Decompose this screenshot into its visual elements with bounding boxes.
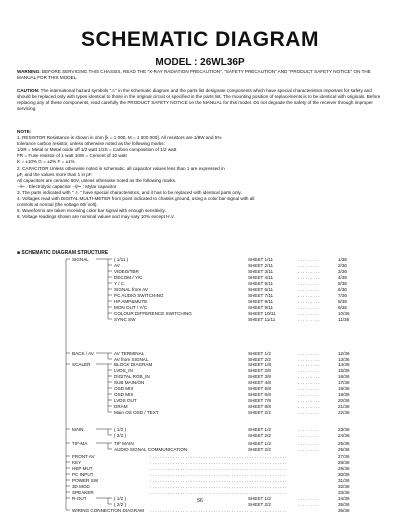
tree-row-page: 28/36 — [338, 459, 350, 465]
leader-dots: . . . . . . . . . — [298, 350, 320, 356]
tree-row-label: LVDS_IN — [114, 367, 133, 373]
leader-dots: . . . . . . . . . . . . . . . . . . . . . . . . . . . . . . . . . . . . . . . . . . . . . . . . . . . . . . — [150, 459, 287, 465]
tree-row-label: AV — [114, 262, 120, 268]
tree-row-page: 32/36 — [338, 483, 350, 489]
tree-row-sheet: SHEET 9/11 — [248, 304, 274, 310]
tree-row-sheet: SHEET 2/2 — [248, 501, 271, 507]
tree-row-sheet: SHEET 11/11 — [248, 316, 276, 322]
leader-dots: . . . . . . . . . — [298, 367, 320, 373]
leader-dots: . . . . . . . . . — [298, 280, 320, 286]
tree-row-label: Y / C — [114, 280, 125, 286]
note-line: K = ±10% G = ±2% F = ±1% — [17, 159, 75, 165]
page-title: SCHEMATIC DIAGRAM — [81, 28, 319, 51]
tree-group-label: SCALER — [72, 361, 91, 367]
tree-row-page: 19/36 — [338, 391, 350, 397]
tree-row-label: SIGNAL from AV — [114, 286, 148, 292]
tree-row-label: OSD MIX — [114, 385, 134, 391]
note-line: 1. RESISTOR Resistance is shown in ohm [k = 1 000, M = 1 000 000]. All resistors are 1/8W and 5% — [17, 135, 222, 141]
tree-row-page: 23/36 — [338, 426, 350, 432]
tree-row-page: 31/36 — [338, 477, 350, 483]
tree-row-sheet: SHEET 8/8 — [248, 403, 271, 409]
leader-dots: . . . . . . . . . . . . . . . . . . . . . . . . . . . . . . . . . . . . . . . . . . . . . . . . . . . . . . — [150, 471, 287, 477]
leader-dots: . . . . . . . . . — [298, 316, 320, 322]
tree-row-label: COLOUR DIFFERENCE SWITCHING — [114, 310, 192, 316]
tree-row-sheet: SHEET 2/2 — [248, 446, 271, 452]
tree-row-label: ( 1/2 ) — [114, 495, 126, 501]
leader-dots: . . . . . . . . . — [298, 432, 320, 438]
tree-row-page: 30/36 — [338, 471, 350, 477]
tree-row-sheet: SHEET 1/8 — [248, 361, 271, 367]
tree-row-sheet: SHEET 6/8 — [248, 391, 271, 397]
tree-row-page: 20/36 — [338, 397, 350, 403]
leader-dots: . . . . . . . . . . . . . . . . . . . . . . . . . . . . . . . . . . . . . . . . . . . . . . . . . . . . . . — [150, 483, 287, 489]
tree-row-label: ( 1/11 ) — [114, 256, 129, 262]
leader-dots: . . . . . . . . . — [298, 426, 320, 432]
tree-group-label: MAIN — [72, 426, 84, 432]
tree-row-label: LVDS OUT — [114, 397, 137, 403]
leader-dots: . . . . . . . . . — [298, 292, 320, 298]
tree-row-page: 18/36 — [338, 385, 350, 391]
tree-row-label: ( 1/2 ) — [114, 426, 126, 432]
note-line: tolerance carbon resistor, unless otherwise noted as the following marks: — [17, 141, 165, 147]
leader-dots: . . . . . . . . . — [298, 373, 320, 379]
model-label: MODEL : 26WL36P — [155, 57, 245, 68]
tree-row-page: 4/36 — [338, 274, 347, 280]
tree-row-page: 16/36 — [338, 373, 350, 379]
tree-row-page: 34/36 — [338, 495, 350, 501]
note-line: FR = Fuse resistor of 1 watt 10W = Cement of 10 watt — [17, 153, 127, 159]
tree-group-label: SIGNAL — [72, 256, 89, 262]
tree-row-label: OSD MIX — [114, 391, 134, 397]
tree-row-page: 1/36 — [338, 256, 347, 262]
tree-row-sheet: SHEET 2/2 — [248, 409, 271, 415]
tree-row-sheet: SHEET 5/11 — [248, 280, 274, 286]
tree-row-label: ( 2/2 ) — [114, 432, 126, 438]
tree-row-sheet: SHEET 1/2 — [248, 440, 271, 446]
tree-group-label: BACK / AV — [72, 350, 94, 356]
leader-dots: . . . . . . . . . . . . . . . . . . . . . . . . . . . . . . . . . . . . . . . . . . . . . . . . . . . . . . — [150, 507, 287, 513]
tree-row-sheet: SHEET 2/2 — [248, 432, 271, 438]
tree-item-label: POWER SW — [72, 477, 99, 483]
leader-dots: . . . . . . . . . — [298, 298, 320, 304]
tree-row-page: 14/36 — [338, 361, 350, 367]
tree-row-label: AV TERMINAL — [114, 350, 145, 356]
leader-dots: . . . . . . . . . — [298, 446, 320, 452]
tree-row-page: 9/36 — [338, 304, 347, 310]
tree-row-page: 27/36 — [338, 453, 350, 459]
tree-row-sheet: SHEET 5/8 — [248, 385, 271, 391]
tree-item-label: R-OUT — [72, 495, 87, 501]
tree-row-page: 5/36 — [338, 280, 347, 286]
leader-dots: . . . . . . . . . — [298, 304, 320, 310]
tree-row-page: 35/36 — [338, 501, 350, 507]
caution-text: The international hazard symbols "⚠" in the schematic diagram and the parts list designate components which have special characteristics important for safety and should be replaced only with types identical to those in the original circuit or specified in the parts list. The mounting position of replacements is to be identical with originals. Before replacing any of these components, read carefully the PRODUCT SAFETY NOTICE on the MANUAL for this model. Do not degrade the safety of the receiver through improper servicing. — [17, 88, 381, 111]
tree-row-page: 8/36 — [338, 298, 347, 304]
structure-heading: ■ SCHEMATIC DIAGRAM STRUCTURE — [17, 250, 109, 256]
leader-dots: . . . . . . . . . — [298, 403, 320, 409]
tree-item-label: 3D MOD — [72, 483, 90, 489]
tree-row-sheet: SHEET 1/2 — [248, 426, 271, 432]
note-line: 3. The parts indicated with " ⚠ " have special characteristics, and it has to be replaced with identical parts only. — [17, 189, 242, 195]
note-line: controls at normal (the voltage 60/ volt). — [17, 202, 98, 208]
tree-row-sheet: SHEET 2/8 — [248, 367, 271, 373]
tree-row-label: ( 2/2 ) — [114, 501, 126, 507]
tree-row-sheet: SHEET 1/2 — [248, 495, 271, 501]
tree-row-sheet: SHEET 1/11 — [248, 256, 274, 262]
tree-item-label: PC INPUT — [72, 471, 94, 477]
tree-row-page: 17/36 — [338, 379, 350, 385]
tree-row-label: SYNC SW — [114, 316, 136, 322]
page-number: 56 — [197, 498, 203, 504]
tree-row-label: DECOM / Y/C — [114, 274, 143, 280]
tree-row-label: AV from SIGNAL — [114, 356, 149, 362]
tree-row-page: 12/36 — [338, 350, 350, 356]
tree-row-label: VIDEO/TBR — [114, 268, 139, 274]
tree-row-page: 21/36 — [338, 403, 350, 409]
tree-row-sheet: SHEET 6/11 — [248, 286, 274, 292]
leader-dots: . . . . . . . . . — [298, 361, 320, 367]
leader-dots: . . . . . . . . . — [298, 440, 320, 446]
tree-row-sheet: SHEET 7/8 — [248, 397, 271, 403]
tree-row-page: 10/36 — [338, 310, 350, 316]
warning-label: WARNING: — [17, 69, 41, 74]
note-line: 2. CAPACITOR Unless otherwise noted in schematic, all capacitor values less than 1 are expressed in — [17, 165, 225, 171]
tree-row-label: TIF MAIN — [114, 440, 134, 446]
leader-dots: . . . . . . . . . — [298, 391, 320, 397]
note-label: NOTE: — [17, 129, 32, 134]
caution-label: CAUTION: — [17, 88, 40, 93]
tree-row-sheet: SHEET 1/2 — [248, 350, 271, 356]
note-line: All capacitors are ceramic 50V, unless otherwise noted as the following marks. — [17, 177, 177, 183]
tree-group-label: TIF-MA — [72, 440, 88, 446]
tree-row-label: DIGITAL RGB_IN — [114, 373, 150, 379]
leader-dots: . . . . . . . . . — [298, 286, 320, 292]
note-line: 1/2R = Metal or Metal oxide off 1/2 watt 1/2S = Carbon composition of 1/2 watt — [17, 147, 177, 153]
leader-dots: . . . . . . . . . . . . . . . . . . . . . . . . . . . . . . . . . . . . . . . . . . . . . . . . . . . . . . — [150, 477, 287, 483]
leader-dots: . . . . . . . . . — [298, 310, 320, 316]
tree-row-label: MON OUT / Y/C — [114, 304, 148, 310]
leader-dots: . . . . . . . . . — [298, 274, 320, 280]
leader-dots: . . . . . . . . . . . . . . . . . . . . . . . . . . . . . . . . . . . . . . . . . . . . . . . . . . . . . . — [150, 465, 287, 471]
tree-row-label: BLOCK DIAGRAM — [114, 361, 153, 367]
tree-row-sheet: SHEET 3/11 — [248, 268, 274, 274]
tree-row-page: 2/36 — [338, 262, 347, 268]
note-line: 5. Waveforms are taken receiving color bar signal with enough sensitivity. — [17, 208, 166, 214]
tree-item-label: FRONT AV — [72, 453, 95, 459]
tree-row-page: 6/36 — [338, 286, 347, 292]
tree-row-label: DRAM — [114, 403, 128, 409]
leader-dots: . . . . . . . . . — [298, 495, 320, 501]
note-line: 4. Voltages read with DIGITAL MULTI-METER from point indicated to chassis ground, using a color bar signal with all — [17, 196, 255, 202]
tree-row-page: 22/36 — [338, 409, 350, 415]
note-line: 6. Voltage readings shown are nominal values and may vary 10% except H.V. — [17, 214, 175, 220]
note-line: μF, and the values more than 1 in pF. — [17, 171, 93, 177]
tree-item-label: HEP MUT — [72, 465, 93, 471]
note-line: ⊣⊢ : Electrolytic capacitor ⊣|⊢ : Mylar capacitor — [17, 183, 117, 189]
leader-dots: . . . . . . . . . — [298, 409, 320, 415]
tree-row-sheet: SHEET 4/11 — [248, 274, 274, 280]
tree-row-page: 25/36 — [338, 440, 350, 446]
warning-text: BEFORE SERVICING THIS CHASSIS, READ THE "X-RAY RADIATION PRECAUTION", "SAFETY PRECAUTION" AND "PRODUCT SAFETY NOTICE" ON THE MANUAL FOR THIS MODEL. — [17, 69, 371, 80]
tree-row-page: 11/36 — [338, 316, 350, 322]
tree-row-label: PC AUDIO SWITCHING — [114, 292, 164, 298]
leader-dots: . . . . . . . . . — [298, 256, 320, 262]
tree-item-label: KEY — [72, 459, 82, 465]
leader-dots: . . . . . . . . . . . . . . . . . . . . . . . . . . . . . . . . . . . . . . . . . . . . . . . . . . . . . . — [150, 489, 287, 495]
leader-dots: . . . . . . . . . — [298, 356, 320, 362]
leader-dots: . . . . . . . . . — [298, 501, 320, 507]
tree-row-page: 29/36 — [338, 465, 350, 471]
tree-row-page: 26/36 — [338, 446, 350, 452]
tree-row-sheet: SHEET 3/8 — [248, 373, 271, 379]
tree-row-label: Main OS OSD / TEXT — [114, 409, 159, 415]
tree-row-sheet: SHEET 4/8 — [248, 379, 271, 385]
tree-row-sheet: SHEET 7/11 — [248, 292, 274, 298]
tree-row-page: 24/36 — [338, 432, 350, 438]
tree-row-sheet: SHEET 2/11 — [248, 262, 274, 268]
leader-dots: . . . . . . . . . . . . . . . . . . . . . . . . . . . . . . . . . . . . . . . . . . . . . . . . . . . . . . — [150, 453, 287, 459]
leader-dots: . . . . . . . . . — [298, 379, 320, 385]
tree-row-label: HP AMP&MUTE — [114, 298, 148, 304]
leader-dots: . . . . . . . . . — [298, 262, 320, 268]
leader-dots: . . . . . . . . . — [298, 385, 320, 391]
leader-dots: . . . . . . . . . — [298, 268, 320, 274]
tree-row-page: 13/36 — [338, 356, 350, 362]
tree-row-label: AUDIO SIGNAL COMMUNICATION — [114, 446, 188, 452]
tree-row-page: 33/36 — [338, 489, 350, 495]
tree-item-label: SPEAKER — [72, 489, 94, 495]
tree-item-label: WIRING CONNECTION DIAGRAM — [72, 507, 144, 513]
tree-row-sheet: SHEET 2/2 — [248, 356, 271, 362]
tree-row-sheet: SHEET 10/11 — [248, 310, 276, 316]
leader-dots: . . . . . . . . . — [298, 397, 320, 403]
tree-row-page: 7/36 — [338, 292, 347, 298]
tree-row-sheet: SHEET 8/11 — [248, 298, 274, 304]
tree-row-page: 36/36 — [338, 507, 350, 513]
tree-row-label: SUB MAIN/ON — [114, 379, 145, 385]
tree-row-page: 15/36 — [338, 367, 350, 373]
tree-row-page: 3/36 — [338, 268, 347, 274]
